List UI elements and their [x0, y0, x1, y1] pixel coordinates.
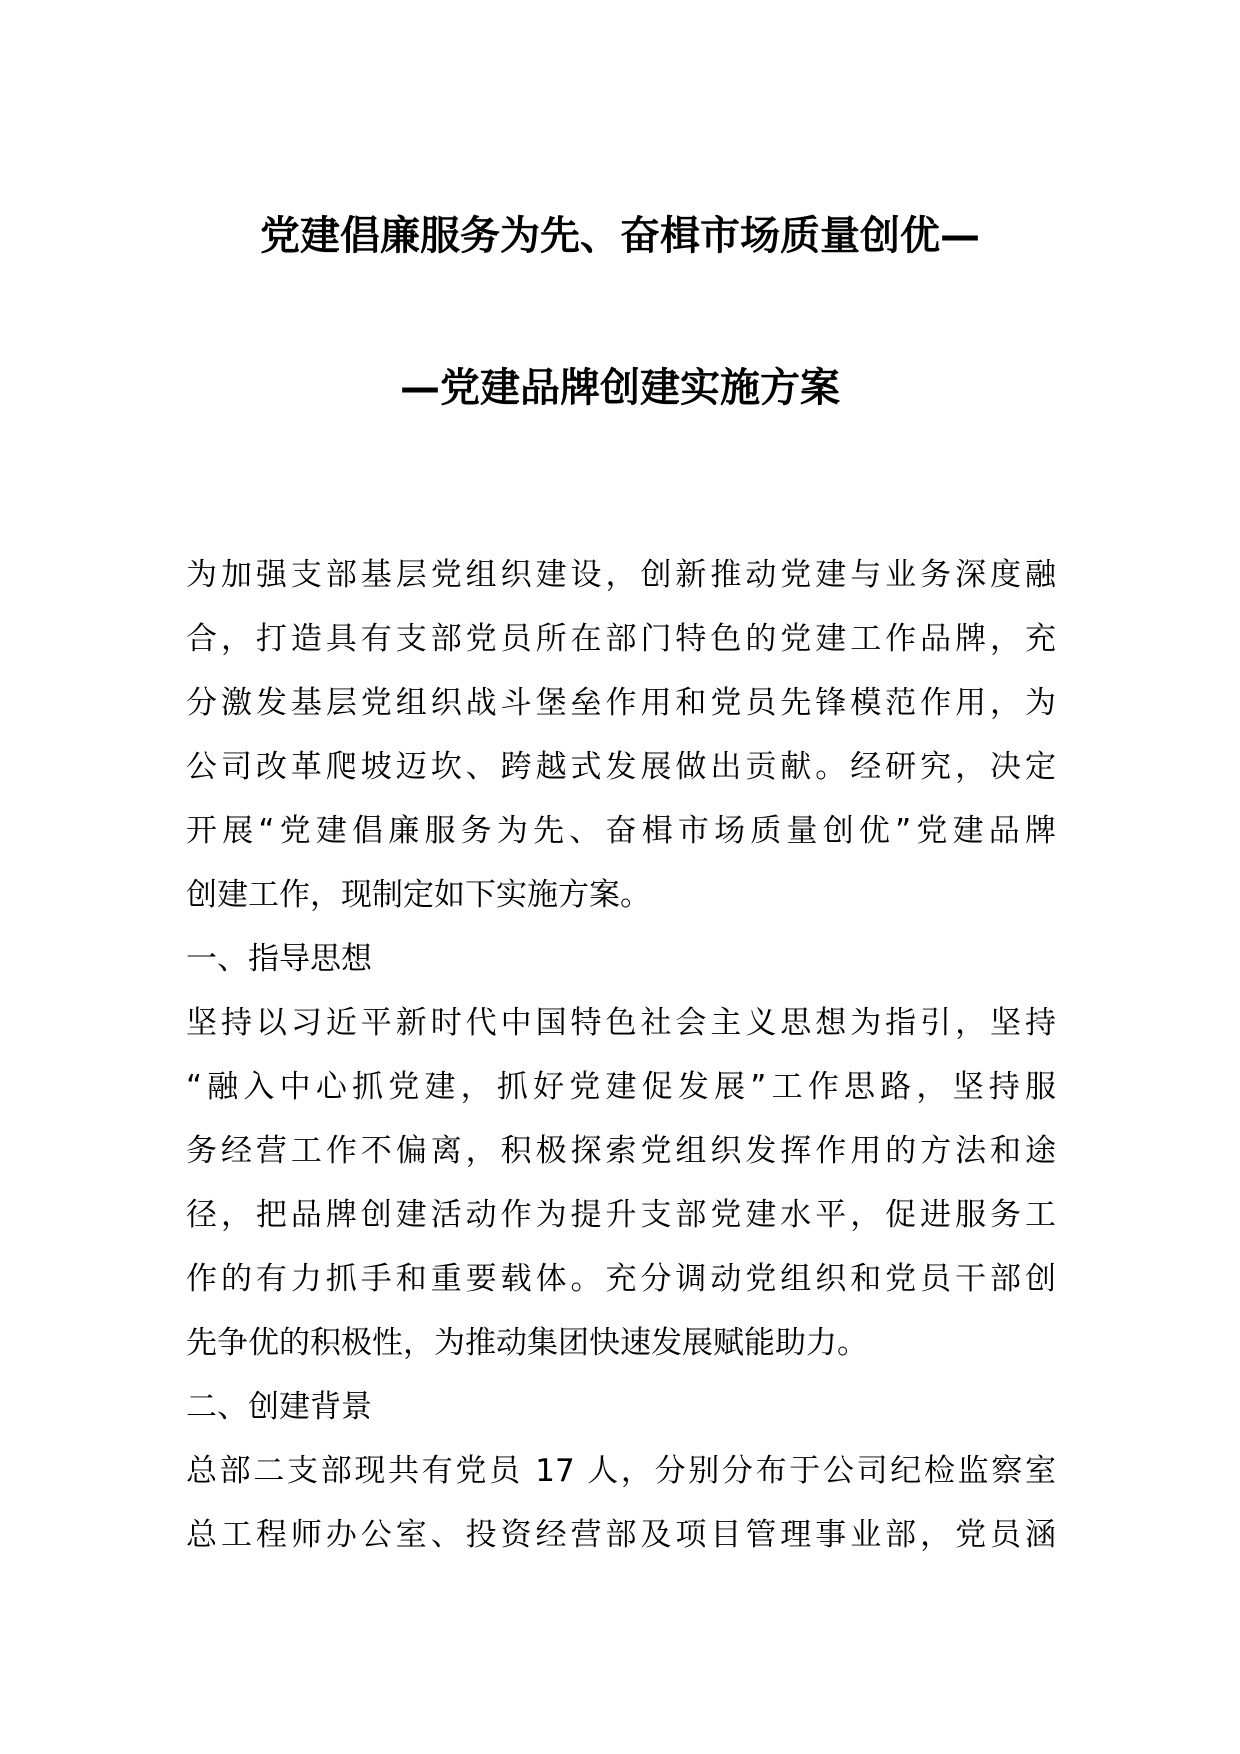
body-line: 开展“党建倡廉服务为先、奋楫市场质量创优”党建品牌 — [186, 813, 1056, 849]
body-line: 为加强支部基层党组织建设，创新推动党建与业务深度融 — [186, 557, 1056, 593]
body-line: “融入中心抓党建，抓好党建促发展”工作思路，坚持服 — [186, 1069, 1056, 1105]
body-line: 公司改革爬坡迈坎、跨越式发展做出贡献。经研究，决定 — [186, 749, 1056, 785]
body-line: 总工程师办公室、投资经营部及项目管理事业部，党员涵 — [186, 1517, 1056, 1553]
body-line: 创建工作，现制定如下实施方案。 — [186, 877, 651, 913]
body-line: 作的有力抓手和重要载体。充分调动党组织和党员干部创 — [186, 1261, 1056, 1297]
section-heading: 二、创建背景 — [186, 1389, 372, 1425]
body-line: 合，打造具有支部党员所在部门特色的党建工作品牌，充 — [186, 621, 1056, 657]
body-line: 务经营工作不偏离，积极探索党组织发挥作用的方法和途 — [186, 1133, 1056, 1169]
body-line: 径，把品牌创建活动作为提升支部党建水平，促进服务工 — [186, 1197, 1056, 1233]
section-heading: 一、指导思想 — [186, 941, 372, 977]
document-title-line-1: 党建倡廉服务为先、奋楫市场质量创优— — [260, 213, 980, 259]
body-line: 坚持以习近平新时代中国特色社会主义思想为指引，坚持 — [186, 1005, 1056, 1041]
document-title-line-2: —党建品牌创建实施方案 — [400, 365, 840, 411]
body-line: 总部二支部现共有党员 17 人，分别分布于公司纪检监察室 — [186, 1453, 1056, 1489]
document-body — [186, 543, 1056, 1567]
body-line: 分激发基层党组织战斗堡垒作用和党员先锋模范作用，为 — [186, 685, 1056, 721]
body-line: 先争优的积极性，为推动集团快速发展赋能助力。 — [186, 1325, 868, 1361]
